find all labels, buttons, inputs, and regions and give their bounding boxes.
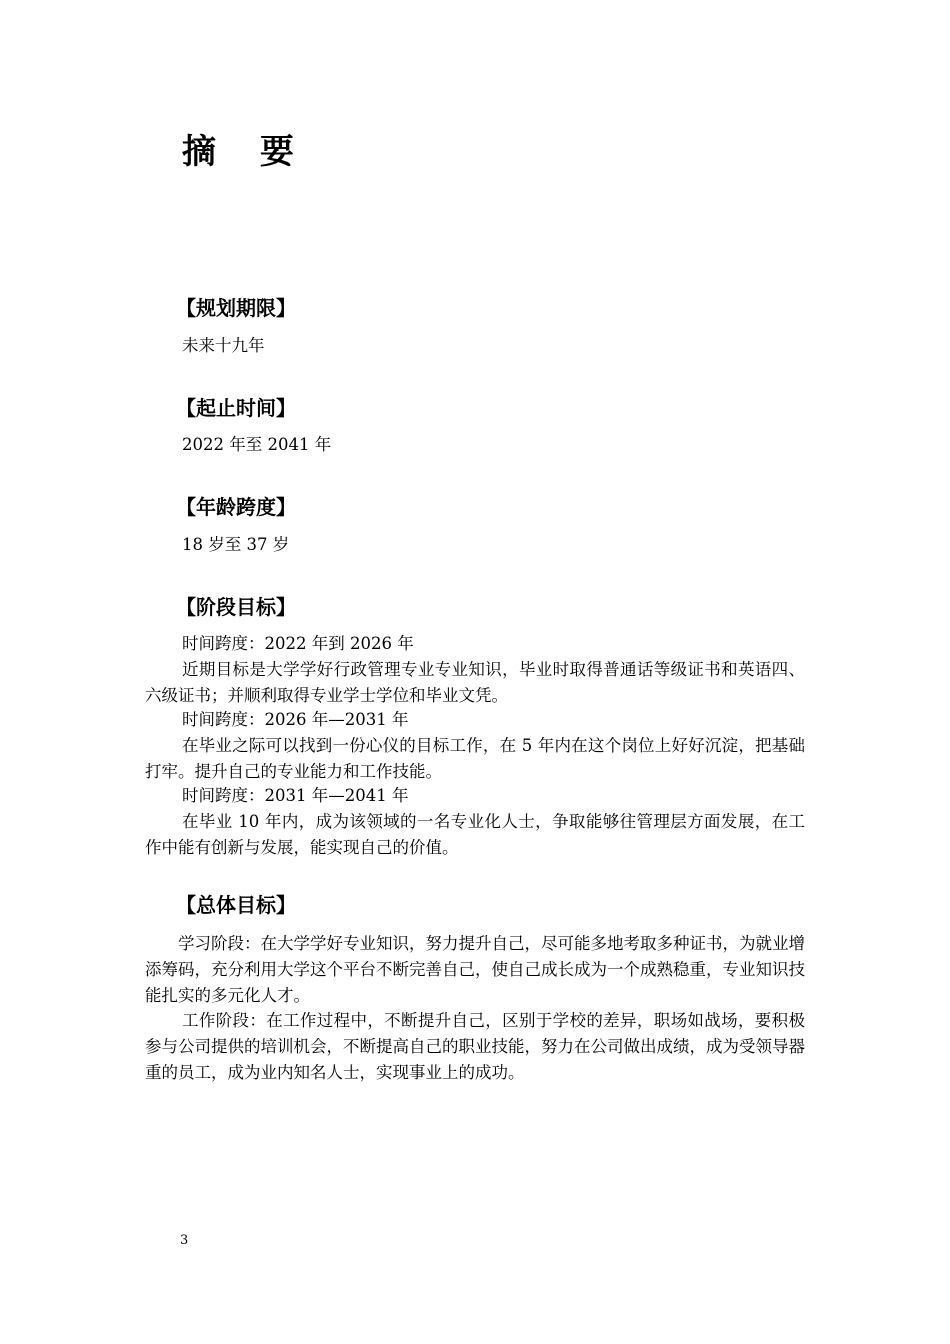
page-title: 摘 要 [182,132,310,172]
stage-text-2: 在毕业之际可以找到一份心仪的目标工作，在 5 年内在这个岗位上好好沉淀，把基础打牢。提升自己的专业能力和工作技能。 [145,736,805,781]
overall-goals-paragraph-1: 学习阶段：在大学学好专业知识，努力提升自己，尽可能多地考取多种证书，为就业增添筹码，充分利用大学这个平台不断完善自己，使自己成长成为一个成熟稳重，专业知识技能扎实的多元化人才。 [145,934,805,1005]
page-number: 3 [180,1233,189,1248]
planning-period-heading: 【规划期限】 [176,296,296,320]
stage-text-3: 在毕业 10 年内，成为该领域的一名专业化人士，争取能够往管理层方面发展，在工作中能有创新与发展，能实现自己的价值。 [145,812,805,857]
planning-period-value: 未来十九年 [182,336,265,355]
overall-goals-paragraph-2: 工作阶段：在工作过程中，不断提升自己，区别于学校的差异，职场如战场，要积极参与公司提供的培训机会，不断提高自己的职业技能，努力在公司做出成绩，成为受领导器重的员工，成为业内知名人士，实现事业上的成功。 [145,1011,805,1082]
stage-span-2: 时间跨度：2026 年—2031 年 [182,710,409,729]
stage-span-3: 时间跨度：2031 年—2041 年 [182,786,409,805]
stage-span-1: 时间跨度：2022 年到 2026 年 [182,634,414,653]
age-span-value: 18 岁至 37 岁 [182,535,290,554]
start-end-time-value: 2022 年至 2041 年 [182,435,332,454]
overall-goals-heading: 【总体目标】 [176,893,296,917]
stage-goals-heading: 【阶段目标】 [176,595,296,619]
stage-text-1: 近期目标是大学学好行政管理专业专业知识，毕业时取得普通话等级证书和英语四、六级证书；并顺利取得专业学士学位和毕业文凭。 [145,660,805,705]
age-span-heading: 【年龄跨度】 [176,495,296,519]
start-end-time-heading: 【起止时间】 [176,396,296,420]
